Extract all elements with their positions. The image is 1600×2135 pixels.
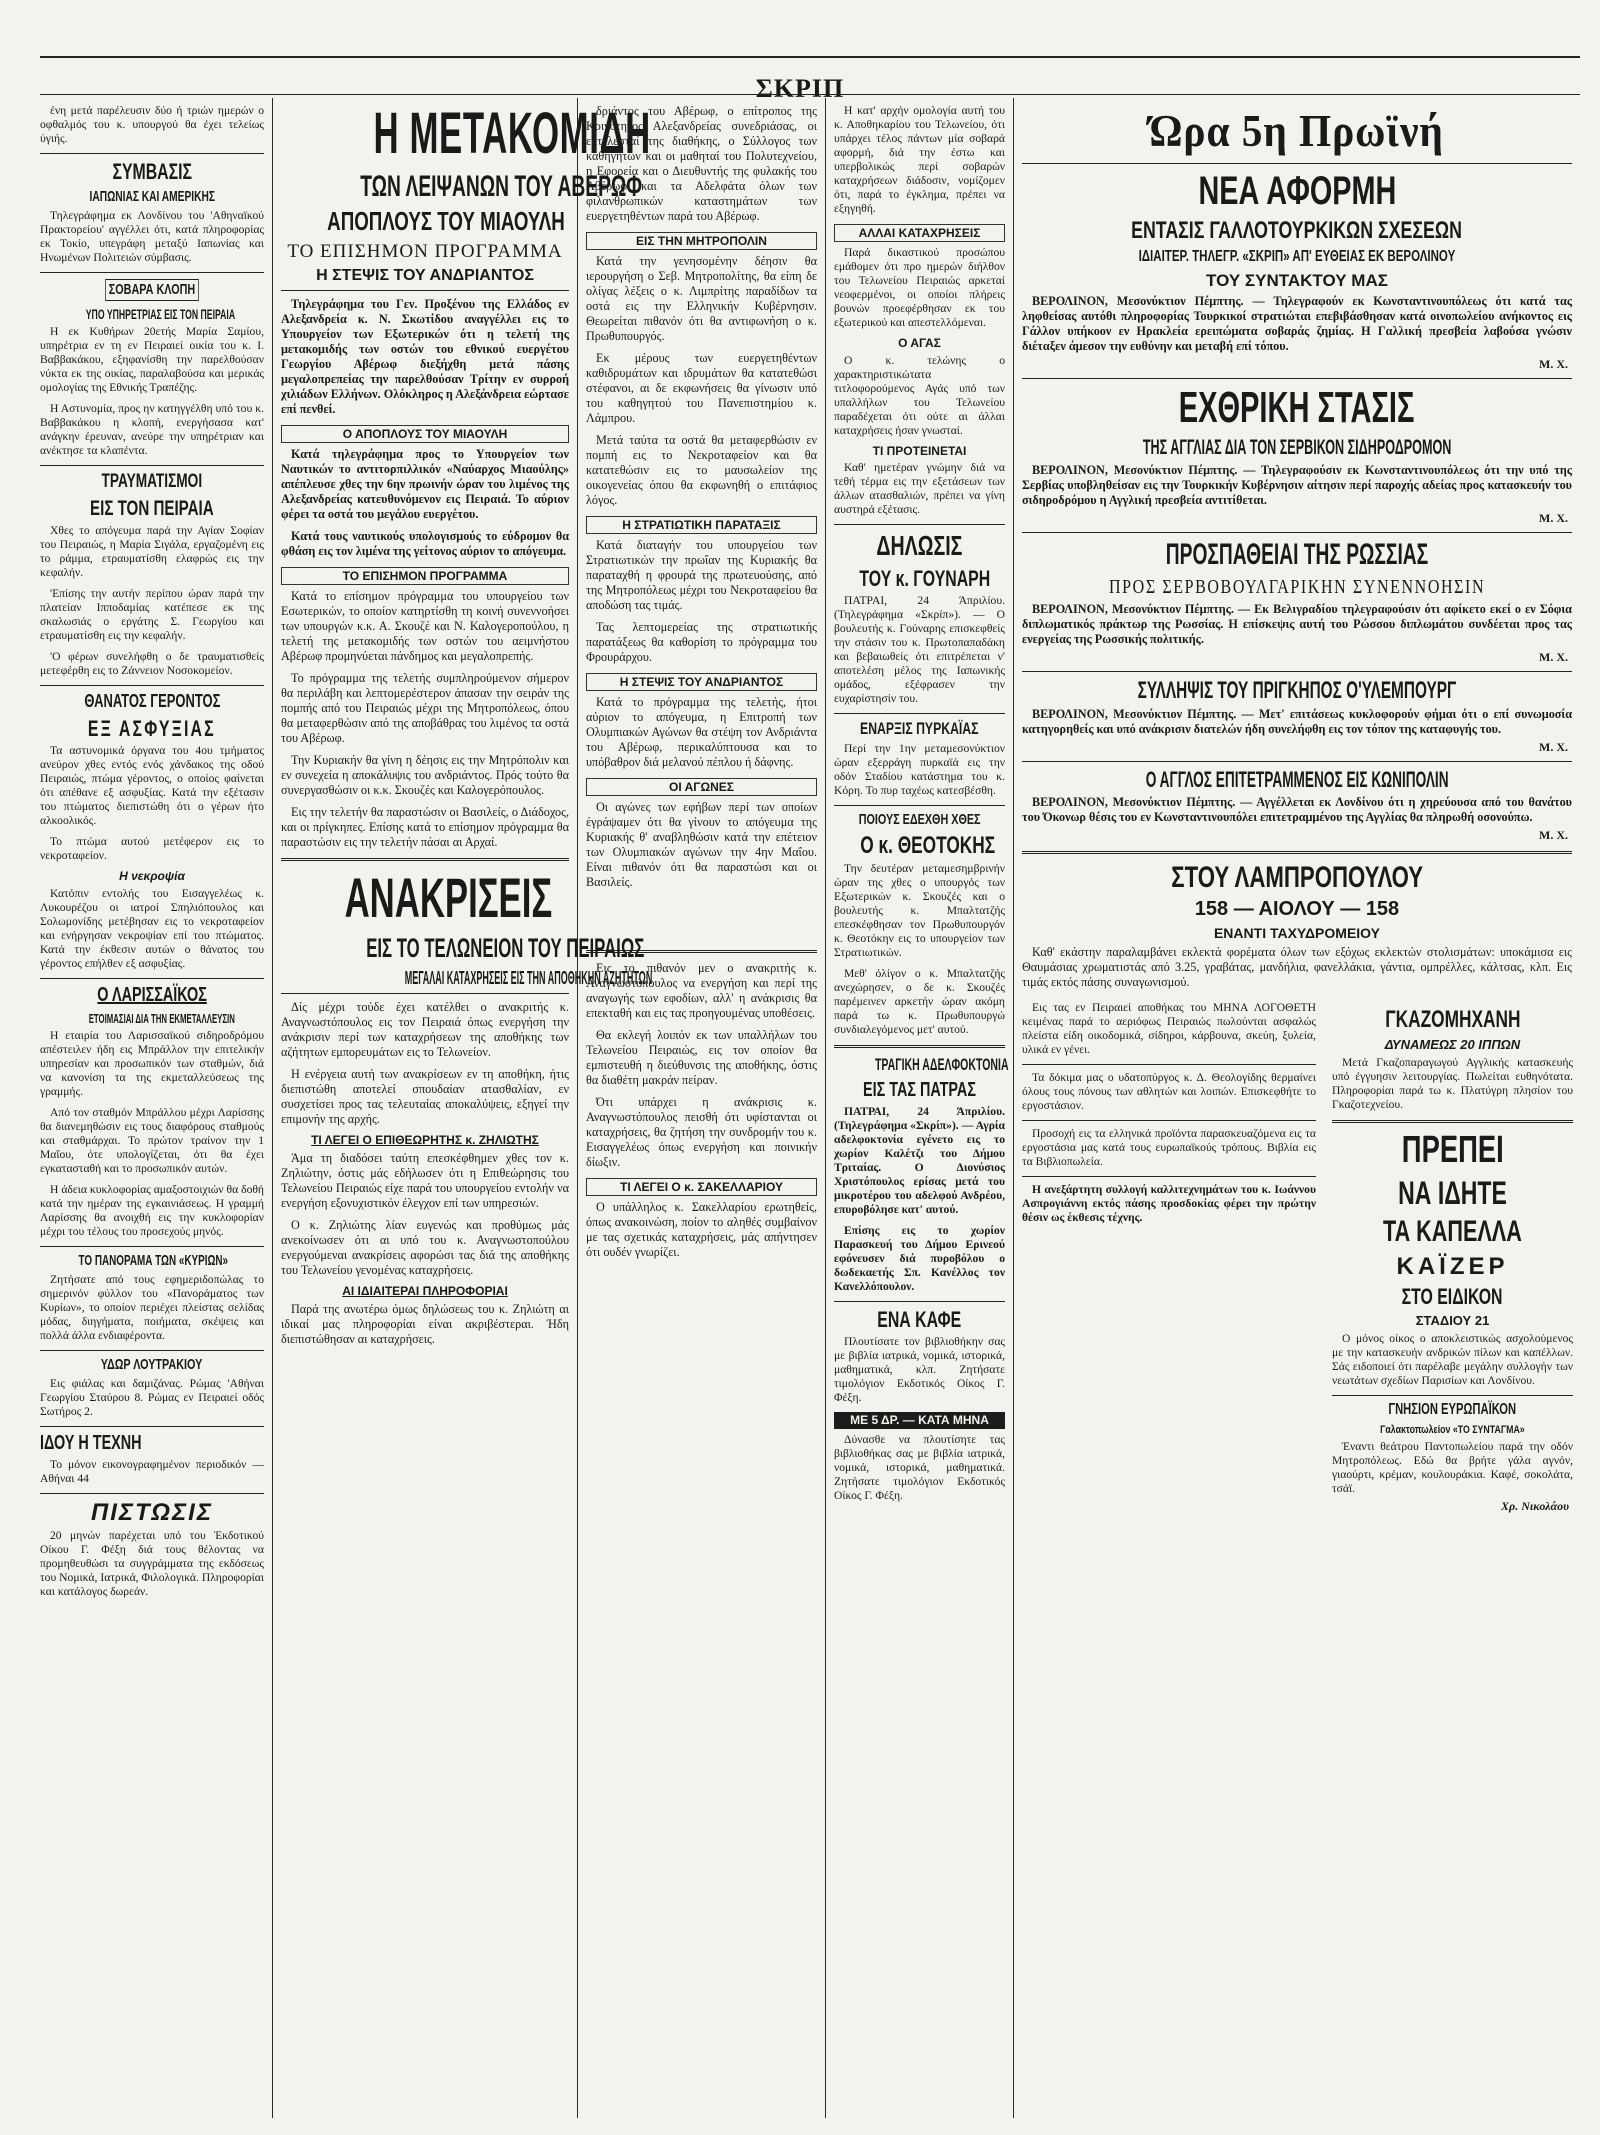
anakriseis-text-2: Η ενέργεια αυτή των ανακρίσεων εν τη αποθήκη, ήτις διεπιστώθη αποτελεί σπουδαίαν ατασθαλίαν, εν συσχετίσει προς τας τελευταίας αποκαλύψεις, εξηγεί την επιμονήν της αρχής. [281,1067,569,1127]
adelfoktonia-text-2: Επίσης εις το χωρίον Παρασκευή του Δήμου Ερινεού εφόνευσεν διά πυροβόλου ο δωδεκαετής Σπ. Κανέλλος τον Κανελλόπουλον. [834,1224,1005,1294]
headline-theotokis: Ο κ. ΘΕΟΤΟΚΗΣ [860,832,996,860]
headline-thanatos: ΘΑΝΑΤΟΣ ΓΕΡΟΝΤΟΣ [84,691,220,712]
divider [40,1426,264,1427]
subhead-pliroforiai: ΑΙ ΙΔΙΑΙΤΕΡΑΙ ΠΛΗΡΟΦΟΡΙΑΙ [342,1284,508,1299]
subhead-stepsis: Η ΣΤΕΨΙΣ ΤΟΥ ΑΝΔΡΙΑΝΤΟΣ [586,673,817,691]
col4-text-2: Ο κ. τελώνης ο χαρακτηριστικώτατα τιτλοφορούμενος Αγάς υπό των υπαλλήλων του Τελωνείου παραδέχεται ότι ούτε αι άλλαι καταχρήσεις ήσαν γνωσταί. [834,353,1005,437]
subhead-syntagma: Γαλακτοπωλείον «ΤΟ ΣΥΝΤΑΓΜΑ» [1380,1423,1525,1436]
adelfoktonia-text: ΠΑΤΡΑΙ, 24 Άπριλίου. (Τηλεγράφημα «Σκρίπ»). — Αγρία αδελφοκτονία εγένετο εις το χωρίον Καλέτζι του Δήμου Τριταίας. Ο Διονύσιος Χριστόπουλος ερίσας μετά του μικροτέρου του αδελφού Ανδρέου, επυροβόλησε κατ' αυτού. [834,1105,1005,1217]
headline-na-idite: ΝΑ ΙΔΗΤΕ [1398,1174,1507,1211]
headline-pistosis: ΠΙΣΤΩΣΙΣ [90,1498,214,1526]
right-stack [1014,98,1580,2118]
headline-entasis: ΕΝΤΑΣΙΣ ΓΑΛΛΟΤΟΥΡΚΙΚΩΝ ΣΧΕΣΕΩΝ [1131,217,1463,244]
headline-sto-eidikon: ΣΤΟ ΕΙΔΙΚΟΝ [1402,1284,1503,1310]
subhead-symvasis: ΙΑΠΩΝΙΑΣ ΚΑΙ ΑΜΕΡΙΚΗΣ [89,188,215,206]
foreign-news [1014,98,1580,997]
divider [834,713,1005,714]
logotheti-text-3: Προσοχή εις τα ελληνικά προϊόντα παρασκευαζόμενα εις τα εργοστάσια μας κατά τους ευρωπαϊκούς τρόπους. Βιβλία εις τα Βιβλιοπωλεία. [1022,1127,1316,1169]
divider [281,993,569,994]
anakriseis-text-3: Άμα τη διαδόσει ταύτη επεσκέφθημεν χθες τον κ. Ζηλιώτην, όστις μάς εδήλωσεν ότι η Επιθεώρησις του Τελωνείου Πειραιώς είχε παρά του υπουργείου εντολήν να ενεργήση εξονυχιστικόν έλεγχον επί των υπηρεσιών. [281,1151,569,1211]
col3-text-10: Ότι υπάρχει η ανάκρισις κ. Αναγνωστόπουλος πεισθή ότι υφίστανται οι καταχρήσεις, θα ζητήση την συνδρομήν του κ. Εισαγγελέως όπως ενεργήση και ποινικήν δίωξιν. [586,1095,817,1169]
divider [1022,1120,1316,1121]
divider [40,1493,264,1494]
col3-text-1: Κατά την γενησομένην δέησιν θα ιερουργήση ο Σεβ. Μητροπολίτης, θα είπη δε ολίγας λέξεις ο κ. Λιμπρίτης παραδίδων τα οστά εις την Ελληνικήν Κυβέρνησιν. Θεωρείται πιθανόν ότι θα αντιφωνήση ο κ. Πρωθυπουργός. [586,254,817,343]
col3-text-7: Οι αγώνες των εφήβων περί των οποίων έγράψαμεν ότι θα γίνουν το απόγευμα της Κυριακής θ' αναβληθώσιν κατά την επέτειον των Ολυμπιακών αγώνων την 4ην Μαΐου. Είναι πιθανόν ότι θα παραστώσι και οι Βασιλείς. [586,800,817,889]
headline-metakomidi: Η ΜΕΤΑΚΟΜΙΔΗ [373,101,651,166]
programma-text-3: Την Κυριακήν θα γίνη η δέησις εις την Μητρόπολιν και εν συνεχεία η αποκάλυψις του ανδριάντος. Πρός τούτο θα συνεργασθώσιν οι κ.κ. Σκουζές και Καλογερόπουλος. [281,753,569,798]
headline-aiolou: 158 — ΑΙΟΛΟΥ — 158 [1194,898,1400,921]
subhead-thanatos: ΕΞ ΑΣΦΥΞΙΑΣ [88,716,216,742]
divider [834,1045,1005,1048]
headline-stepsis: Η ΣΤΕΨΙΣ ΤΟΥ ΑΝΔΡΙΑΝΤΟΣ [316,266,534,284]
divider [40,153,264,154]
column-2 [272,98,653,2118]
headline-apoplous: ΑΠΟΠΛΟΥΣ ΤΟΥ ΜΙΑΟΥΛΗ [327,206,565,237]
divider [1022,1064,1316,1065]
klopi-text: Η εκ Κυθήρων 20ετής Μαρία Σαμίου, υπηρέτρια εν τη εν Πειραιεί οικία του κ. Ι. Βαββακάκου, εξηφανίσθη την παρελθούσαν νύκτα εκ της οικίας, παραλαβούσα και μερικάς ομολογίας της Εθνικής Τραπέζης. [40,325,264,395]
subhead-allai: ΑΛΛΑΙ ΚΑΤΑΧΡΗΣΕΙΣ [834,224,1005,242]
pistosis-text: 20 μηνών παρέχεται υπό του Έκδοτικού Οίκου Γ. Φέξη διά τους θέλοντας να προμηθευθώσι τα συγγράμματα της εκδόσεως του Νομικά, Ιατρικά, Φιλολογικά. Πληροφορίαι και κατάλογος δωρεάν. [40,1529,264,1599]
larissa-text-3: Η άδεια κυκλοφορίας αμαξοστοιχιών θα δοθή κατά την ημέραν της εγκαινιάσεως. Η γραμμή Λαρίσσης θα ανοιχθή εις την κυκλοφορίαν μέχρι του τέλους του προσεχούς μηνός. [40,1183,264,1239]
divider [1022,1176,1316,1177]
headline-adelfoktonia: ΤΡΑΓΙΚΗ ΑΔΕΛΦΟΚΤΟΝΙΑ [874,1055,1009,1075]
headline-enanti: ΕΝΑΝΤΙ ΤΑΧΥΔΡΟΜΕΙΟΥ [1213,925,1381,942]
subhead-nekropsia: Η νεκροψία [119,869,185,884]
banner-ora: Ώρα 5η Πρωϊνή [1149,105,1445,156]
signature: Μ. Χ. [1539,356,1568,371]
anglos-text: ΒΕΡΟΛΙΝΟΝ, Μεσονύκτιον Πέμπτης. — Αγγέλλεται εκ Λονδίνου ότι η χηρεύουσα από του θανάτου του Όκονωρ θέσις του εν Κωνσταντινουπόλει επιτετραμμένου της Αγγλίας θα πληρωθή οσονούπω. [1022,794,1572,824]
apoplous-text: Κατά τηλεγράφημα προς το Υπουργείον των Ναυτικών το αντιτορπιλλικόν «Ναύαρχος Μιαούλης» απέπλευσε χθες την 6ην πρωινήν ώραν του λιμένος της Αλεξανδρείας κατευθυνόμενον εις Πειραιά. Το αύριον φέρει τα οστά του μεγάλου ευεργέτου. [281,447,569,522]
headline-dilosis: ΔΗΛΩΣΙΣ [876,530,963,562]
kafe-text: Πλουτίσατε τον βιβλιοθήκην σας με βιβλία ιατρικά, νομικά, ιστορικά, μαθηματικά, κλπ. Ζητήσατε τιμολόγιον Εκδοτικός Οίκος Γ. Φέξη. [834,1335,1005,1405]
headline-poious: ΠΟΙΟΥΣ ΕΔΕΧΘΗ ΧΘΕΣ [858,810,981,828]
symvasis-text: Τηλεγράφημα εκ Λονδίνου του 'Αθηναϊκού Πρακτορείου' αγγέλλει ότι, κατά πληροφορίας εκ Τοκίο, υπεγράφη μεταξύ Ιαπωνίας και Ηνωμένων Πολιτειών σύμβασις. [40,208,264,264]
gkazomichani-text: Μετά Γκαζοπαραγωγού Αγγλικής κατασκευής υπό έγγυησιν λειτουργίας. Πωλείται ευθηνότατα. Πληροφορίαι παρά τω κ. Πλατύγρη πλησίον του Γκαζοτεχνείου. [1332,1055,1573,1111]
headline-symvasis: ΣΥΜΒΑΣΙΣ [112,159,192,184]
larissa-text: Η εταιρία του Λαρισσαϊκού σιδηροδρόμου απέστειλεν ήδη εις Μπράλλον την επιτελικήν υπηρεσίαν και προσωπικόν των σταθμών, διά να κανονίση τα της εκμεταλλεύσεως της γραμμής. [40,1029,264,1099]
columns [40,98,1580,2118]
theotokis-text: Την δευτέραν μεταμεσημβρινήν ώραν της χθες ο υπουργός των Εξωτερικών κ. Σκουζές και ο βουλευτής κ. Μπαλτατζής επεσκέφθησαν τον Πρωθυπουργόν κ. Θεοτόκην εις το υπουργείον των Στρατιωτικών. [834,862,1005,960]
anakriseis-text: Δίς μέχρι τούδε έχει κατέλθει ο ανακριτής κ. Αναγνωστόπουλος εις τον Πειραιά όπως ενεργήση την ανάκρισιν περί των καταχρήσεων της αποθήκης των αζήτητων εμπορευμάτων εις το Τελωνείον. [281,1000,569,1060]
headline-gkazomichani: ΓΚΑΖΟΜΗΧΑΝΗ [1384,1006,1521,1034]
divider [1022,851,1572,854]
anakriseis-text-5: Παρά της ανωτέρω όμως δηλώσεως του κ. Ζηλιώτη αι ιδικαί μας πληροφορίαι είναι ακριβέστεραι. Ήδη διεπιστώθησαν αι καταχρήσεις. [281,1301,569,1346]
top-rule [40,56,1580,58]
ads-left [1014,997,1324,2118]
headline-telonion: ΕΙΣ ΤΟ ΤΕΛΩΝΕΙΟΝ ΤΟΥ ΠΕΙΡΑΙΩΣ [366,933,645,964]
headline-patras: ΕΙΣ ΤΑΣ ΠΑΤΡΑΣ [863,1079,976,1102]
nekropsia-text: Κατόπιν εντολής του Εισαγγελέως κ. Λυκουρέζου οι ιατροί Σπηλιόπουλος και Σολωμονίδης μετέβησαν εις το νεκροταφείον και ενήργησαν νεκροψίαν επί του πτώματος. Κατά την έκθεσιν αυτών ο θάνατος του γέροντος επήλθεν εξ ασφυξίας. [40,886,264,970]
divider [40,272,264,273]
divider [1022,761,1572,762]
col4-text-0: Η κατ' αρχήν ομολογία αυτή του κ. Αποθηκαρίου του Τελωνείου, ότι υπάρχει τέλος πάντων μία σοβαρά αφορμή, διά την έστω και υπερβολικώς περί σοβαρών καταχρήσεων διάδοσιν, νομίζομεν ότι, παρά το έγκλημα, πρέπει να εξηγηθή. [834,104,1005,215]
column-1 [40,98,272,2118]
signature-nikolaou: Χρ. Νικολάου [1501,1499,1569,1514]
gnision-text: Έναντι θεάτρου Παντοπωλείου παρά την οδόν Μητροπόλεως. Εδώ θα βρήτε γάλα αγνόν, γιαούρτι, κρέμαν, κουλουράκια. Καφέ, σοκολάτα, τσάϊ. [1332,1440,1573,1496]
signature: Μ. Χ. [1539,649,1568,664]
klopi-text-2: Η Αστυνομία, προς ην κατηγγέλθη υπό του κ. Βαββακάκου η κλοπή, ενεργήσασα κατ' ανάγκην έρευναν, ανεύρε την υπηρέτριαν και ανέκτησε τα κλαπέντα. [40,402,264,458]
column-3 [577,98,825,2118]
thanatos-text-2: Το πτώμα αυτού μετέφερον εις το νεκροταφείον. [40,835,264,863]
metakomidi-text: Τηλεγράφημα του Γεν. Προξένου της Ελλάδος εν Αλεξανδρεία κ. Ν. Σκωτίδου αναγγέλλει εις το Υπουργείον των Εξωτερικών ότι η τελετή της μετακομιδής των οστών του εθνικού ευεργέτου Γεωργίου Αβέρωφ διεξήχθη μετά πάσης μεγαλοπρεπείας την παρελθούσαν Τρίτην εν συρροή χιλιάδων Ελλήνων. Ολόκληρος η Αλεξάνδρεια εώρτασε επί πενθεί. [281,297,569,417]
headline-5dr: ΜΕ 5 ΔΡ. — ΚΑΤΑ ΜΗΝΑ [834,1412,1005,1429]
divider [1332,1395,1573,1396]
subhead-travm: ΕΙΣ ΤΟΝ ΠΕΙΡΑΙΑ [90,497,214,521]
headline-leipsana: ΤΩΝ ΛΕΙΨΑΝΩΝ ΤΟΥ ΑΒΕΡΩΦ [360,169,643,203]
divider [1022,671,1572,672]
headline-katachriseis: ΜΕΓΑΛΑΙ ΚΑΤΑΧΡΗΣΕΙΣ ΕΙΣ ΤΗΝ ΑΠΟΘΗΚΗΝ ΑΖΗΤΗΤΩΝ [404,967,653,988]
subhead-programma: ΤΟ ΕΠΙΣΗΜΟΝ ΠΡΟΓΡΑΜΜΑ [281,567,569,585]
col3-text-6: Κατά το πρόγραμμα της τελετής, ήτοι αύριον το απόγευμα, η Επιτροπή των Ολυμπιακών Αγώνων θα στέψη τον Ανδριάντα του Αβέρωφ, περικαλύπτουσα και το υπόβαθρον διά μελανού πέπλου ή δάφνης. [586,695,817,769]
headline-kaizer: ΚΑΪΖΕΡ [1396,1252,1509,1280]
divider [40,1350,264,1351]
signature: Μ. Χ. [1539,739,1568,754]
headline-ydor: ΥΔΩΡ ΛΟΥΤΡΑΚΙΟΥ [101,1356,203,1374]
col3-text-8: Εις το πιθανόν μεν ο ανακριτής κ. Αναγνωστόπουλος να ενεργήση και περί της αναγωγής των εφοδίων, αλλ' η ανάκρισις θα επεκταθή και εις τας προηγουμένας υποθέσεις. [586,961,817,1020]
headline-gnision: ΓΝΗΣΙΟΝ ΕΥΡΩΠΑΪΚΟΝ [1388,1400,1517,1418]
travm-text-2: 'Επίσης την αυτήν περίπου ώραν παρά την πλατείαν Ιπποδαμίας κατέπεσε εκ της σκαλωσιάς ο εργάτης Σ. Γεωργίου και ετραυματίσθη εις την κεφαλήν. [40,587,264,643]
headline-idiaiteron: ΙΔΙΑΙΤΕΡ. ΤΗΛΕΓΡ. «ΣΚΡΙΠ» ΑΠ' ΕΥΘΕΙΑΣ ΕΚ ΒΕΡΟΛΙΝΟΥ [1138,248,1456,266]
headline-anglos: Ο ΑΓΓΛΟΣ ΕΠΙΤΕΤΡΑΜΜΕΝΟΣ ΕΙΣ ΚΩΝΙΠΟΛΙΝ [1145,766,1449,792]
divider [1022,532,1572,533]
pyrkaia-text: Περί την 1ην μεταμεσονύκτιον ώραν εξερράγη πυρκαϊά εις την οδόν Σταδίου κατάστημα του κ. Κόρη. Το πυρ ταχέως κατεσβέσθη. [834,741,1005,797]
divider [834,805,1005,806]
apoplous-text-2: Κατά τους ναυτικούς υπολογισμούς το εύδρομον θα φθάση εις τον λιμένα της γείτονος αύριον το απόγευμα. [281,529,569,559]
subhead-agones: ΟΙ ΑΓΩΝΕΣ [586,778,817,796]
larissa-text-2: Από τον σταθμόν Μπράλλου μέχρι Λαρίσσης θα διανεμηθώσιν εις τους διαφόρους σταθμούς και σταθμάρχαι. Το πρώτον τραίνον την 1 Μαΐου, ότε υπολογίζεται, ότι θα έχει εγκατασταθή και το προσωπικόν αυτών. [40,1106,264,1176]
subhead-ziliotis: ΤΙ ΛΕΓΕΙ Ο ΕΠΙΘΕΩΡΗΤΗΣ κ. ΖΗΛΙΩΤΗΣ [311,1133,539,1148]
headline-prepei: ΠΡΕΠΕΙ [1401,1128,1504,1171]
divider [40,685,264,686]
ydor-text: Εις φιάλας και δαμιζάνας. Ρώμας 'Αθήναι Γεωργίου Σταύρου 8. Ρώμας εν Πειραιεί οδός Σωτήρος 2. [40,1376,264,1418]
subhead-mitropolis: ΕΙΣ ΤΗΝ ΜΗΤΡΟΠΟΛΙΝ [586,232,817,250]
headline-panorama: ΤΟ ΠΑΝΟΡΑΜΑ ΤΩΝ «ΚΥΡΙΩΝ» [78,1252,229,1270]
anakriseis-text-4: Ο κ. Ζηλιώτης λίαν ευγενώς και προθύμως μάς ανεκοίνωσεν ότι αι υπό του κ. Αναγνωστοπούλου ενεργούμεναι ανακρίσεις αφορώσι τας διά της αποθήκης του Τελωνείου γενομένας καταχρήσεις. [281,1218,569,1278]
col3-text-9: Θα εκλεγή λοιπόν εκ των υπαλλήλων του Τελωνείου Πειραιώς, εις τον οποίον θα εμπιστευθή η διεύθυνσις της αποθήκης, όστις θα διαθέτη μακράν πείραν. [586,1028,817,1087]
headline-programma: ΤΟ ΕΠΙΣΗΜΟΝ ΠΡΟΓΡΑΜΜΑ [287,240,563,262]
programma-text-2: Το πρόγραμμα της τελετής συμπληρούμενον σήμερον θα περιλάβη και λεπτομερέστερον άπασαν την σειράν της πομπής από του Πειραιώς μέχρι της Μητροπόλεως, όπου θα μεταφερθώσιν από της αποβάθρας του λιμένος τα οστά του Αβέρωφ. [281,671,569,746]
subhead-stratiotiki: Η ΣΤΡΑΤΙΩΤΙΚΗ ΠΑΡΑΤΑΞΙΣ [586,516,817,534]
subhead-dynameos: ΔΥΝΑΜΕΩΣ 20 ΙΠΠΩΝ [1384,1037,1521,1053]
headline-servobulgariki: ΠΡΟΣ ΣΕΡΒΟΒΟΥΛΓΑΡΙΚΗΝ ΣΥΝΕΝΝΟΗΣΙΝ [1108,575,1486,598]
divider [1022,378,1572,379]
masthead-title: ΣΚΡΙΠ [755,74,845,103]
subhead-apoplous: Ο ΑΠΟΠΛΟΥΣ ΤΟΥ ΜΙΑΟΥΛΗ [281,425,569,443]
col3-text-11: Ο υπάλληλος κ. Σακελλαρίου ερωτηθείς, όπως ανακοινώση, ποίον το αληθές συμβαίνον με τας σχετικάς καταχρήσεις, μάς απήντησεν ότι ουδέν γνωρίζει. [586,1200,817,1259]
syllipsis-text: ΒΕΡΟΛΙΝΟΝ, Μεσονύκτιον Πέμπτης. — Μετ' επιτάσεως κυκλοφορούν φήμαι ότι ο επί συνωμοσία κατηγορηθείς και υπό ανάκρισιν διατελών ήδη συνελήφθη εις τον τόπον της καταφυγής του. [1022,706,1572,736]
gounaris-text: ΠΑΤΡΑΙ, 24 Άπριλίου. (Τηλεγράφημα «Σκρίπ»). — Ο βουλευτής κ. Γούναρης επισκεφθείς την στάσιν του κ. Πρωτοπαπαδάκη και βεβαιωθείς ότι επιτρέπεται ν' αποτελέση μέλος της Ιαπωνικής ομάδος, εξέφρασεν την ευχαρίστησίν του. [834,593,1005,705]
subhead-sakellariou: ΤΙ ΛΕΓΕΙ Ο κ. ΣΑΚΕΛΛΑΡΙΟΥ [586,1178,817,1196]
col3-text-0: δριάντος του Αβέρωφ, ο επίτροπος της Κοινότητος Αλεξανδρείας συνεδριάσας, οι εκτελεσταί της διαθήκης, ο Σύλλογος των καθηγητών και οι μαθηταί του Πολυτεχνείου, η Εφορεία και ο Διευθυντής της φυλακής του Αβέρωφ και τα Αδελφάτα όλων των φιλανθρωπικών καταστημάτων των ευεργετηθέντων παρά του Αβέρωφ. [586,104,817,223]
divider [1332,1120,1573,1123]
headline-kafe: ΕΝΑ ΚΑΦΕ [877,1307,962,1333]
col3-text-5: Τας λεπτομερείας της στρατιωτικής παρατάξεως θα καθορίση το πρόγραμμα του Φρουράρχου. [586,620,817,664]
rossia-text: ΒΕΡΟΛΙΝΟΝ, Μεσονύκτιον Πέμπτης. — Εκ Βελιγραδίου τηλεγραφούσιν ότι αφίκετο εκεί ο εν Σόφια διπλωματικός πράκτωρ της Ρωσσίας. Η επίσκεψις αυτή του Ρώσσου διπλωμάτου συνδέεται προς τας ενεργείας της Ρωσσικής πολιτικής. [1022,601,1572,646]
headline-rossia: ΠΡΟΣΠΑΘΕΙΑΙ ΤΗΣ ΡΩΣΣΙΑΣ [1165,538,1429,572]
divider [40,978,264,979]
divider [1022,163,1572,164]
5dr-text: Δύνασθε να πλουτίσητε τας βιβλιοθήκας σας με βιβλία ιατρικά, νομικά, ιστορικά, μαθηματικά. Ζητήσατε τιμολόγιον Εκδοτικός Οίκος Γ. Φέξη. [834,1432,1005,1502]
panorama-text: Ζητήσατε από τους εφημεριδοπώλας το σημερινόν φύλλον του «Πανοράματος των Κυρίων», το οποίον περιέχει πλείστας σελίδας μόδας, διηγήματα, ποιήματα, σκέψεις και πολλά άλλα ενδιαφέροντα. [40,1273,264,1343]
column-4 [825,98,1013,2118]
logotheti-text-4: Η ανεξάρτητη συλλογή καλλιτεχνημάτων του κ. Ιωάννου Ασπρογιάννη εκτός πάσης προσδοκίας φέρει την πρώτην θέσιν ως έκθεσις τέχνης. [1022,1183,1316,1225]
divider [40,1246,264,1247]
masthead-rule [40,94,1580,95]
programma-text: Κατά το επίσημον πρόγραμμα του υπουργείου των Εσωτερικών, το οποίον κατηρτίσθη τη κοινή συνεννοήσει των υπουργών κ.κ. Α. Σκουζέ και Ν. Καλογεροπούλου, η τελετή της μετακομιδής των οστών του αειμνήστου Αβέρωφ προμηνύεται πάνδημος και μεγαλοπρεπής. [281,589,569,664]
headline-nea-aformi: ΝΕΑ ΑΦΟΡΜΗ [1198,169,1396,213]
theotokis-text-2: Μεθ' όλίγον ο κ. Μπαλτατζής ανεχώρησεν, ο δε κ. Σκουζές παρέμεινεν αρκετήν ώραν ακόμη παρά τω κ. Πρωθυπουργώ συνδιαλεγόμενος μετ' αυτού. [834,967,1005,1037]
headline-techni: ΙΔΟΥ Η ΤΕΧΝΗ [40,1431,142,1454]
ads-area [1014,997,1580,2118]
headline-pyrkaia: ΕΝΑΡΞΙΣ ΠΥΡΚΑΪΑΣ [860,718,979,738]
divider [281,858,569,861]
headline-klopi: ΣΟΒΑΡΑ ΚΛΟΠΗ [40,279,264,301]
signature: Μ. Χ. [1539,827,1568,842]
subhead-proteinetai: ΤΙ ΠΡΟΤΕΙΝΕΤΑΙ [872,443,967,458]
headline-gounaris: ΤΟΥ κ. ΓΟΥΝΑΡΗ [859,565,991,591]
stasis-text: ΒΕΡΟΛΙΝΟΝ, Μεσονύκτιον Πέμπτης. — Τηλεγραφούσιν εκ Κωνσταντινουπόλεως ότι την υπό της Σερβίας υποβληθείσαν εις την Τουρκικήν Κυβέρνησιν αίτησιν περί παροχής αδείας προς κατασκευήν του σιδηροδρόμου η Αγγλική πρεσβεία αντιτίθεται. [1022,463,1572,508]
headline-anakriseis: ΑΝΑΚΡΙΣΕΙΣ [344,866,553,930]
headline-lambropoulou: ΣΤΟΥ ΛΑΜΠΡΟΠΟΥΛΟΥ [1171,860,1423,894]
ads-right [1324,997,1581,2118]
divider [834,1301,1005,1302]
headline-echthriki: ΕΧΘΡΙΚΗ ΣΤΑΣΙΣ [1179,382,1415,432]
col4-text-3: Καθ' ημετέραν γνώμην διά να τεθή τέρμα εις την εξετάσεων των άλλων ατασθαλιών, πρέπει να γίνη αυστηρά εξέτασις. [834,461,1005,517]
col3-text-4: Κατά διαταγήν του υπουργείου των Στρατιωτικών την πρωΐαν της Κυριακής θα παραταχθή η φρουρά της πρωτευούσης, από της Μητροπόλεως μέχρι του Νεκροταφείου θα αποδώση τας τιμάς. [586,538,817,612]
thanatos-text: Τα αστυνομικά όργανα του 4ου τμήματος ανεύρον χθες εντός ενός χάνδακος της οδού Πειραιώς, πτώμα γέροντος, ο οποίος φαίνεται ότι απέθανε εξ ασφυξίας. Κατά την εξέτασιν του πτώματος διεπιστώθη ότι ο γέρων ήτο αλκοολικός. [40,744,264,828]
aformi-text: ΒΕΡΟΛΙΝΟΝ, Μεσονύκτιον Πέμπτης. — Τηλεγραφούν εκ Κωνσταντινουπόλεως ότι κατά τας ληφθείσας αυτόθι πληροφορίας Τουρκικοί στρατιώται επεβιβάσθησαν κατά οινοπωλείου ανήκοντος εις Γάλλον υπήκοον εν Ηρακλεία ερειπώματα σοβαράς ζημίας. Η Γαλλική πρεσβεία λαβούσα γνώσιν διέταξεν άμεσον την ευθύνην και μεταβή επί τόπου. [1022,293,1572,353]
headline-stadiou: ΣΤΑΔΙΟΥ 21 [1415,1313,1490,1329]
col3-text-3: Μετά ταύτα τα οστά θα μεταφερθώσιν εν πομπή εις το Νεκροταφείον και θα κατατεθώσιν εις το μαυσωλείον της οικογενείας όπου θα εκφωνηθή ο επιτάφιος λόγος. [586,433,817,507]
divider [834,524,1005,525]
subhead-klopi: ΥΠΟ ΥΠΗΡΕΤΡΙΑΣ ΕΙΣ ΤΟΝ ΠΕΙΡΑΙΑ [85,305,236,322]
lambropoulou-text: Καθ' εκάστην παραλαμβάνει εκλεκτά φορέματα όλων των εξόχως εκλεκτών στολισμάτων: υποκάμισα εις Θαυμάσιας χρωματιστάς από 3.25, γραβάτας, μανδήλια, φανελλάκια, γάντια, ομπρέλλες, κάλτσας, κλπ. Εις τιμάς εκτός πάσης συναγωνισμού. [1022,945,1572,990]
headline-syllipsis: ΣΥΛΛΗΨΙΣ ΤΟΥ ΠΡΙΓΚΗΠΟΣ Ο'ΥΛΕΜΠΟΥΡΓ [1137,676,1457,704]
headline-serviko: ΤΗΣ ΑΓΓΛΙΑΣ ΔΙΑ ΤΟΝ ΣΕΡΒΙΚΟΝ ΣΙΔΗΡΟΔΡΟΜΟΝ [1142,436,1452,460]
divider [40,465,264,466]
column-5 [1013,98,1580,2118]
subhead-larissa: ΕΤΟΙΜΑΣΙΑΙ ΔΙΑ ΤΗΝ ΕΚΜΕΤΑΛΛΕΥΣΙΝ [88,1010,235,1026]
headline-kapella: ΤΑ ΚΑΠΕΛΛΑ [1383,1215,1522,1249]
divider [281,290,569,291]
lead-paragraph: ένη μετά παρέλευσιν δύο ή τριών ημερών ο οφθαλμός του κ. υπουργού θα έχει τελείως ύγιής. [40,104,264,145]
travm-text: Χθες το απόγευμα παρά την Αγίαν Σοφίαν του Πειραιώς, η Μαρία Σιγάλα, εργαζομένη εις το ράμμα, ετραυματίσθη ελαφρώς εις την κεφαλήν. [40,524,264,580]
headline-larissa: Ο ΛΑΡΙΣΣΑΪΚΟΣ [97,983,207,1006]
col4-text-1: Παρά δικαστικού προσώπου εμάθομεν ότι προ ημερών διήλθον του Τελωνείου Πειραιώς αρκεταί νεοφερμένοι, οι οποίοι πλήρεις βουνών προεφέρθησαν εκ του εξωτερικού και απεστελλόμεναι. [834,246,1005,329]
travm-text-3: 'Ο φέρων συνελήφθη ο δε τραυματισθείς μετεφέρθη εις το Ζάννειον Νοσοκομείον. [40,650,264,678]
signature: Μ. Χ. [1539,511,1568,526]
programma-text-4: Εις την τελετήν θα παραστώσιν οι Βασιλείς, ο Διάδοχος, και οι πρίγκηπες. Επίσης κατά το επίσημον πρόγραμμα θα παραστώσιν εις την τελετήν πάσαι αι Αρχαί. [281,805,569,850]
headline-travm: ΤΡΑΥΜΑΤΙΣΜΟΙ [101,471,203,493]
prepei-text: Ο μόνος οίκος ο αποκλειστικώς ασχολούμενος με την κατασκευήν ανδρικών πίλων και καπέλλων. Σάς ειδοποιεί ότι παρέλαβε μεγάλην συλλογήν των νεωτάτων σχεδίων Παρισίων και Λονδίνου. [1332,1331,1573,1387]
col3-text-2: Εκ μέρους των ευεργετηθέντων καθιδρυμάτων και ιδρυμάτων θα κατατεθώσι στέφανοι, αι δε εκφωνήσεις θα γίνωσιν υπό του καθηγητού του Πανεπιστημίου κ. Λάμπρου. [586,351,817,425]
subhead-agas: Ο ΑΓΑΣ [898,336,941,350]
techni-text: Το μόνον εικονογραφημένον περιοδικόν — Αθήναι 44 [40,1457,264,1485]
headline-syntaktou: ΤΟΥ ΣΥΝΤΑΚΤΟΥ ΜΑΣ [1206,270,1388,290]
logotheti-text-2: Τα δόκιμα μας ο υδατοπύργος κ. Δ. Θεολογίδης θερμαίνει όλους τους πόνους των αθλητών και λοιπών. Επισκεφθήτε το εργοστάσιον. [1022,1071,1316,1113]
logotheti-text: Εις τας εν Πειραιεί αποθήκας του ΜΗΝΑ ΛΟΓΟΘΕΤΗ κειμένας παρά το αεριόφως Πειραιώς πωλούνται ασφαλώς πλείστα είδη οικοδομικά, σίδηροι, κάρβουνα, σκεύη, ξυλεία, υλικά εν γένει. [1022,1001,1316,1057]
